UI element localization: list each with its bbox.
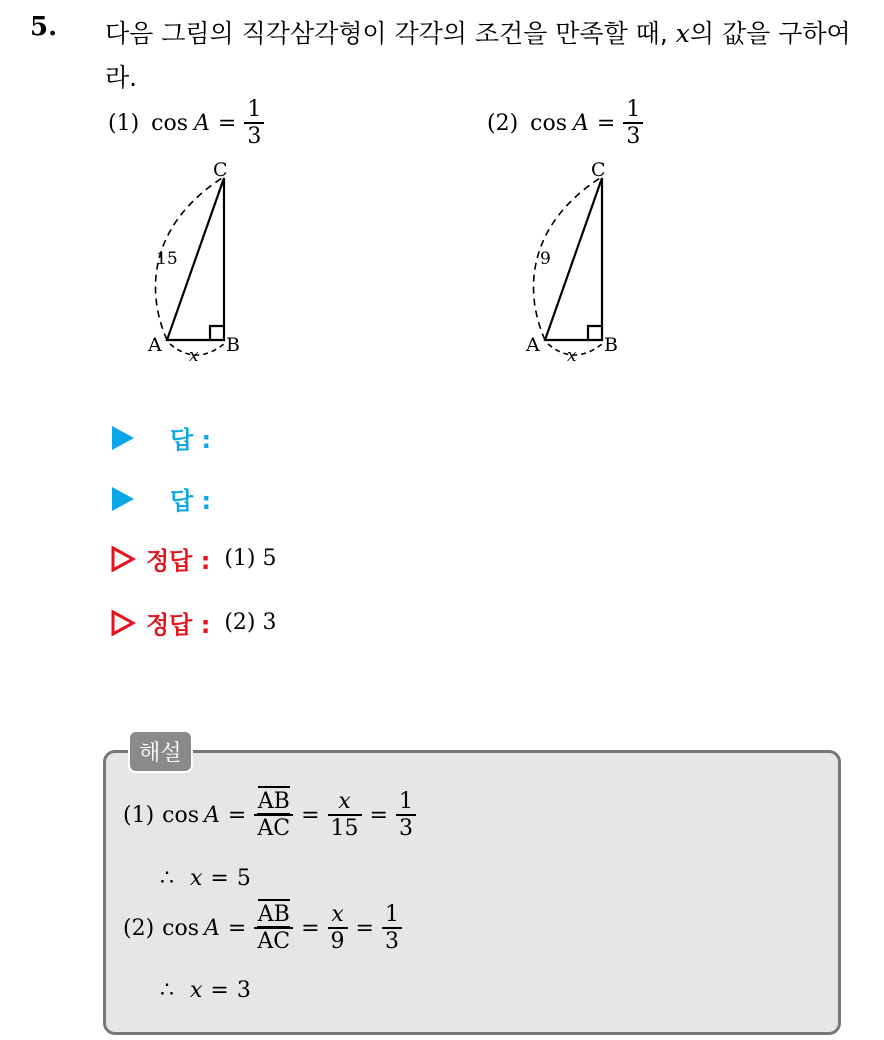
- solution-2-label: (2): [123, 915, 155, 941]
- triangle-1-vertex-c: C: [213, 159, 228, 181]
- solution-2-x-fraction: [328, 903, 348, 953]
- question-number: 5.: [30, 12, 58, 42]
- solution-2-eq3: =: [355, 915, 374, 941]
- solution-1-r-den: 3: [396, 814, 416, 840]
- solution-1-x-fraction: [328, 790, 362, 840]
- solution-2-seg-den: AC: [257, 926, 290, 954]
- solution-1-result: [160, 866, 251, 891]
- triangle-1-base-label: x: [189, 346, 199, 366]
- triangle-2-base-label: x: [567, 346, 577, 366]
- triangle-diagram-1: [0, 0, 884, 400]
- solution-2-r-den: 3: [382, 927, 402, 953]
- correct-answer-value-2: (2) 3: [224, 610, 277, 635]
- solution-tag: 해설: [128, 730, 193, 773]
- triangle-1-vertex-a: A: [148, 334, 162, 356]
- answer-row-1: [112, 420, 211, 455]
- solution-1-eq3: =: [369, 802, 388, 828]
- solution-1-seg-den: AC: [257, 813, 290, 841]
- solution-2-x-den: 9: [328, 927, 348, 953]
- solution-1-label: (1): [123, 802, 155, 828]
- solution-2-seg-fraction: [254, 903, 293, 953]
- correct-answer-row-2: [110, 605, 276, 640]
- answer-label-2: 답 :: [170, 487, 212, 515]
- problem-2-equals: =: [596, 110, 616, 136]
- problem-1-denominator: 3: [244, 122, 264, 148]
- problem-1-angle: A: [194, 110, 210, 136]
- solution-1-result-val: 5: [236, 866, 251, 891]
- triangle-2-vertex-a: A: [526, 334, 540, 356]
- red-arrow-outline-icon: [110, 546, 136, 572]
- answer-row-2: [112, 481, 211, 516]
- solution-2-x-num: x: [331, 902, 344, 927]
- solution-1-result-var: x: [190, 866, 203, 891]
- problem-1-func: cos: [151, 110, 189, 136]
- solution-2-result-eq: =: [210, 978, 229, 1003]
- triangle-1-side-label: 15: [156, 249, 178, 269]
- solution-1-x-den: 15: [328, 814, 362, 840]
- correct-answer-label-2: 정답 :: [146, 611, 211, 639]
- blue-arrow-icon: [112, 487, 134, 511]
- problem-2-func: cos: [530, 110, 568, 136]
- solution-2-func: cos: [162, 915, 200, 941]
- blue-arrow-icon: [112, 426, 134, 450]
- triangle-2-vertex-b: B: [604, 334, 618, 356]
- solution-2-result-var: x: [190, 978, 203, 1003]
- solution-1-seg-fraction: [254, 790, 293, 840]
- solution-2-r-num: 1: [384, 902, 399, 927]
- therefore-icon: ∴: [160, 978, 174, 1003]
- solution-1-angle: A: [204, 802, 220, 828]
- solution-1-equation: [123, 790, 416, 840]
- red-arrow-outline-icon: [110, 610, 136, 636]
- solution-1-r-num: 1: [398, 789, 413, 814]
- problem-1-equals: =: [217, 110, 237, 136]
- solution-1-func: cos: [162, 802, 200, 828]
- problem-2-angle: A: [573, 110, 589, 136]
- triangle-1-vertex-b: B: [226, 334, 240, 356]
- correct-answer-value-1: (1) 5: [224, 546, 277, 571]
- solution-2-angle: A: [204, 915, 220, 941]
- solution-1-eq2: =: [301, 802, 320, 828]
- solution-1-ratio-fraction: [396, 790, 416, 840]
- problem-2-denominator: 3: [623, 122, 643, 148]
- solution-1-x-num: x: [338, 789, 351, 814]
- solution-2-eq1: =: [227, 915, 247, 941]
- answer-label-1: 답 :: [170, 426, 212, 454]
- therefore-icon: ∴: [160, 866, 174, 891]
- solution-2-eq2: =: [301, 915, 320, 941]
- solution-2-result-val: 3: [236, 978, 251, 1003]
- problem-2-label: (2): [487, 110, 519, 136]
- solution-1-result-eq: =: [210, 866, 229, 891]
- solution-1-eq1: =: [227, 802, 247, 828]
- correct-answer-row-1: [110, 541, 276, 576]
- triangle-2-side-label: 9: [540, 249, 551, 269]
- triangle-2-shape: [545, 178, 602, 340]
- solution-2-equation: [123, 903, 402, 953]
- solution-2-ratio-fraction: [382, 903, 402, 953]
- triangle-1-right-angle-mark: [210, 326, 224, 340]
- triangle-2-vertex-c: C: [591, 159, 606, 181]
- problem-2-numerator: 1: [626, 97, 641, 122]
- solution-2-result: [160, 978, 251, 1003]
- question-text-before: 다음 그림의 직각삼각형이 각각의 조건을 만족할 때,: [105, 19, 676, 48]
- triangle-2-right-angle-mark: [588, 326, 602, 340]
- problem-1-numerator: 1: [247, 97, 262, 122]
- question-variable: x: [675, 19, 690, 48]
- question-text-after: 의 값을 구하여라.: [105, 19, 851, 92]
- solution-2-seg-num: AB: [258, 899, 290, 927]
- solution-1-seg-num: AB: [258, 786, 290, 814]
- problem-1-label: (1): [108, 110, 140, 136]
- correct-answer-label-1: 정답 :: [146, 547, 211, 575]
